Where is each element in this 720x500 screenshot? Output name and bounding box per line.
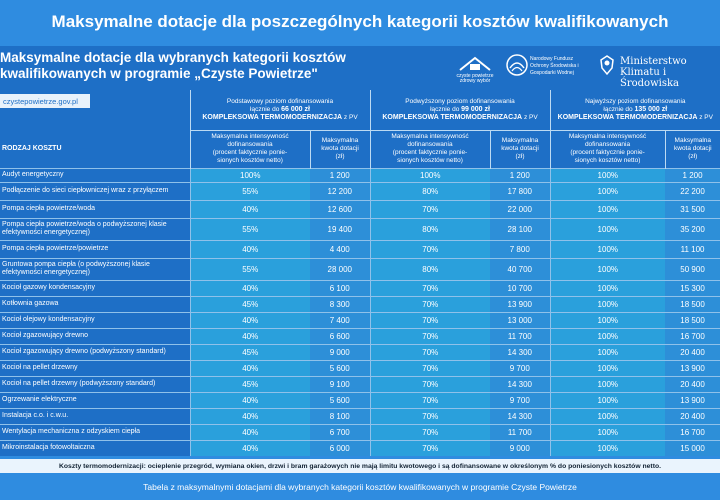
tier-highest-kompleksowa: KOMPLEKSOWA TERMOMODERNIZACJA [557, 113, 698, 121]
nfosigw-logo [506, 54, 592, 84]
intensity-cell: 70% [370, 296, 490, 312]
amount-cell: 6 100 [310, 280, 370, 296]
amount-cell: 14 300 [490, 344, 550, 360]
tier-basic-kompleksowa: KOMPLEKSOWA TERMOMODERNIZACJA [202, 113, 343, 121]
amount-cell: 16 700 [665, 424, 720, 440]
amount-cell: 12 200 [310, 182, 370, 200]
col-kwota-l3: (zł) [515, 153, 525, 160]
amount-cell: 9 000 [490, 440, 550, 456]
website-link[interactable]: czystepowietrze.gov.pl [0, 94, 90, 108]
amount-cell: 12 600 [310, 200, 370, 218]
intensity-cell: 40% [190, 328, 310, 344]
intensity-cell: 100% [550, 182, 665, 200]
table-row [0, 240, 720, 258]
tier-basic-amount: 66 000 zł [281, 105, 310, 113]
intensity-cell: 100% [550, 392, 665, 408]
tier-increased-prefix: łącznie do [430, 105, 460, 113]
cost-type-name: Kocioł gazowy kondensacyjny [0, 280, 190, 296]
intensity-cell: 40% [190, 240, 310, 258]
amount-cell: 7 800 [490, 240, 550, 258]
amount-cell: 19 400 [310, 218, 370, 240]
cost-type-name: Kocioł zgazowujący drewno [0, 328, 190, 344]
intensity-cell: 100% [550, 296, 665, 312]
col-intens-l1: Maksymalna intensywność [211, 133, 289, 140]
table-row [0, 258, 720, 280]
cost-type-name: Kocioł olejowy kondensacyjny [0, 312, 190, 328]
cost-type-name: Ogrzewanie elektryczne [0, 392, 190, 408]
column-header-rodzaj: RODZAJ KOSZTU [2, 145, 62, 153]
intensity-cell: 70% [370, 240, 490, 258]
amount-cell: 6 000 [310, 440, 370, 456]
amount-cell: 1 200 [665, 168, 720, 182]
tier-highest-label: Najwyższy poziom dofinansowania [585, 97, 686, 105]
col-intens-l4: sionych kosztów netto) [397, 157, 463, 164]
header-empty-cell [0, 90, 190, 130]
intensity-cell: 70% [370, 424, 490, 440]
intensity-cell: 55% [190, 218, 310, 240]
amount-cell: 28 000 [310, 258, 370, 280]
page-title: Maksymalne dotacje dla poszczególnych kategorii kosztów kwalifikowanych [51, 12, 669, 31]
logo3-line2: Klimatu i Środowiska [620, 67, 679, 89]
intensity-cell: 40% [190, 360, 310, 376]
col-intens-l3: (procent faktycznie ponie- [570, 149, 645, 156]
col-intens-l2: dofinansowania [584, 141, 631, 148]
cost-type-name: Kocioł na pellet drzewny (podwyższony standard) [0, 376, 190, 392]
amount-cell: 20 400 [665, 408, 720, 424]
column-header-amount [490, 130, 550, 168]
amount-cell: 13 900 [490, 296, 550, 312]
intensity-cell: 40% [190, 312, 310, 328]
cost-type-name: Kocioł zgazowujący drewno (podwyższony standard) [0, 344, 190, 360]
tier-basic [190, 90, 370, 130]
amount-cell: 35 200 [665, 218, 720, 240]
col-intens-l2: dofinansowania [407, 141, 453, 148]
amount-cell: 8 300 [310, 296, 370, 312]
amount-cell: 11 700 [490, 328, 550, 344]
amount-cell: 5 600 [310, 360, 370, 376]
nfosigw-emblem-icon [506, 54, 528, 76]
cost-type-name: Wentylacja mechaniczna z odzyskiem ciepła [0, 424, 190, 440]
amount-cell: 6 700 [310, 424, 370, 440]
col-intens-l1: Maksymalna intensywność [391, 133, 469, 140]
amount-cell: 11 100 [665, 240, 720, 258]
amount-cell: 15 300 [665, 280, 720, 296]
cost-type-name: Podłączenie do sieci ciepłowniczej wraz z przyłączem [0, 182, 190, 200]
column-header-intensity [370, 130, 490, 168]
intensity-cell: 100% [550, 168, 665, 182]
logo2-text: Narodowy Fundusz Ochrony Środowiska i Gospodarki Wodnej [530, 56, 579, 76]
amount-cell: 31 500 [665, 200, 720, 218]
tier-increased-amount-line [371, 106, 550, 114]
amount-cell: 20 400 [665, 344, 720, 360]
table-row [0, 328, 720, 344]
cost-type-name: Audyt energetyczny [0, 168, 190, 182]
tier-basic-kompleksowa-line [191, 114, 370, 122]
amount-cell: 13 900 [665, 360, 720, 376]
table-body [0, 168, 720, 456]
col-kwota-l3: (zł) [688, 153, 698, 160]
amount-cell: 9 700 [490, 360, 550, 376]
table-row [0, 182, 720, 200]
intensity-cell: 55% [190, 258, 310, 280]
intensity-cell: 40% [190, 200, 310, 218]
card-title [0, 50, 420, 82]
tier-basic-prefix: łącznie do [250, 105, 280, 113]
intensity-cell: 40% [190, 408, 310, 424]
house-icon [450, 54, 500, 72]
tier-increased-pv: z PV [523, 113, 538, 121]
amount-cell: 14 300 [490, 408, 550, 424]
amount-cell: 20 400 [665, 376, 720, 392]
amount-cell: 5 600 [310, 392, 370, 408]
cost-type-name: Pompa ciepła powietrze/woda o podwyższonej klasie efektywności energetycznej) [0, 218, 190, 240]
intensity-cell: 45% [190, 344, 310, 360]
tier-increased-amount: 99 000 zł [461, 105, 490, 113]
table-row [0, 168, 720, 182]
amount-cell: 13 000 [490, 312, 550, 328]
dotation-card [0, 46, 720, 456]
table-row [0, 392, 720, 408]
intensity-cell: 100% [550, 424, 665, 440]
intensity-cell: 40% [190, 280, 310, 296]
tier-increased-kompleksowa-line [371, 114, 550, 122]
tier-highest-pv: z PV [699, 113, 713, 121]
amount-cell: 11 700 [490, 424, 550, 440]
amount-cell: 17 800 [490, 182, 550, 200]
intensity-cell: 45% [190, 296, 310, 312]
logo3-line1: Ministerstwo [620, 56, 687, 67]
table-row [0, 344, 720, 360]
caption: Tabela z maksymalnymi dotacjami dla wybranych kategorii kosztów kwalifikowanych w programie Czyste Powietrze [143, 482, 577, 492]
intensity-cell: 55% [190, 182, 310, 200]
intensity-cell: 100% [550, 360, 665, 376]
cost-type-name: Gruntowa pompa ciepła (o podwyższonej klasie efektywności energetycznej) [0, 258, 190, 280]
amount-cell: 22 200 [665, 182, 720, 200]
tier-highest-amount-line [551, 106, 720, 114]
card-title-line1: Maksymalne dotacje dla wybranych kategorii kosztów [0, 50, 346, 65]
col-kwota-l1: Maksymalna [321, 137, 359, 144]
amount-cell: 18 500 [665, 296, 720, 312]
intensity-cell: 100% [190, 168, 310, 182]
logo1-text: czyste powietrze zdrowy wybór [456, 73, 494, 84]
intensity-cell: 80% [370, 258, 490, 280]
amount-cell: 10 700 [490, 280, 550, 296]
amount-cell: 9 100 [310, 376, 370, 392]
col-kwota-l1: Maksymalna [501, 137, 539, 144]
logo3-text [620, 56, 720, 89]
tier-basic-label: Podstawowy poziom dofinansowania [226, 97, 334, 105]
amount-cell: 15 000 [665, 440, 720, 456]
col-intens-l2: dofinansowania [227, 141, 273, 148]
tier-increased-kompleksowa: KOMPLEKSOWA TERMOMODERNIZACJA [382, 113, 523, 121]
czyste-powietrze-logo [450, 54, 500, 84]
amount-cell: 9 700 [490, 392, 550, 408]
intensity-cell: 70% [370, 200, 490, 218]
cost-type-name: Instalacja c.o. i c.w.u. [0, 408, 190, 424]
cost-type-name: Pompa ciepła powietrze/powietrze [0, 240, 190, 258]
tier-increased-label: Podwyższony poziom dofinansowania [405, 97, 515, 105]
intensity-cell: 70% [370, 440, 490, 456]
table-row [0, 424, 720, 440]
amount-cell: 18 500 [665, 312, 720, 328]
table-row [0, 200, 720, 218]
col-intens-l4: sionych kosztów netto) [217, 157, 283, 164]
table-row [0, 218, 720, 240]
intensity-cell: 100% [550, 408, 665, 424]
column-header-intensity [550, 130, 665, 168]
intensity-cell: 70% [370, 280, 490, 296]
col-kwota-l1: Maksymalna [674, 137, 712, 144]
intensity-cell: 45% [190, 376, 310, 392]
amount-cell: 13 900 [665, 392, 720, 408]
tier-highest-prefix: łącznie do [603, 105, 633, 113]
col-intens-l1: Maksymalna intensywność [568, 133, 647, 140]
logos [420, 54, 720, 90]
amount-cell: 28 100 [490, 218, 550, 240]
amount-cell: 4 400 [310, 240, 370, 258]
tier-basic-pv: z PV [343, 113, 358, 121]
card-header [0, 46, 720, 90]
intensity-cell: 100% [550, 258, 665, 280]
intensity-cell: 100% [550, 328, 665, 344]
intensity-cell: 70% [370, 392, 490, 408]
intensity-cell: 100% [550, 218, 665, 240]
amount-cell: 1 200 [310, 168, 370, 182]
footnote: Koszty termomodernizacji: ocieplenie przegród, wymiana okien, drzwi i bram garażowych nie mają limitu kwotowego i są dofinansowane w określonym % do poniesionych kosztów netto. [0, 459, 720, 473]
amount-cell: 1 200 [490, 168, 550, 182]
col-kwota-l2: kwota dotacji [321, 145, 359, 152]
intensity-cell: 100% [550, 240, 665, 258]
intensity-cell: 100% [550, 200, 665, 218]
intensity-cell: 100% [550, 376, 665, 392]
amount-cell: 22 000 [490, 200, 550, 218]
intensity-cell: 40% [190, 440, 310, 456]
ministerstwo-logo [598, 54, 720, 89]
intensity-cell: 70% [370, 328, 490, 344]
intensity-cell: 70% [370, 408, 490, 424]
tier-highest-kompleksowa-line [551, 114, 720, 122]
table-row [0, 440, 720, 456]
intensity-cell: 70% [370, 376, 490, 392]
intensity-cell: 70% [370, 344, 490, 360]
col-kwota-l2: kwota dotacji [501, 145, 539, 152]
amount-cell: 16 700 [665, 328, 720, 344]
cost-type-name: Mikroinstalacja fotowoltaiczna [0, 440, 190, 456]
cost-type-name: Pompa ciepła powietrze/woda [0, 200, 190, 218]
amount-cell: 14 300 [490, 376, 550, 392]
column-header-amount [310, 130, 370, 168]
intensity-cell: 70% [370, 312, 490, 328]
intensity-cell: 80% [370, 182, 490, 200]
intensity-cell: 70% [370, 360, 490, 376]
amount-cell: 50 900 [665, 258, 720, 280]
table-row [0, 360, 720, 376]
amount-cell: 6 600 [310, 328, 370, 344]
table-row [0, 280, 720, 296]
intensity-cell: 40% [190, 424, 310, 440]
col-intens-l4: sionych kosztów netto) [574, 157, 641, 164]
intensity-cell: 100% [550, 280, 665, 296]
col-kwota-l2: kwota dotacji [674, 145, 712, 152]
tier-increased [370, 90, 550, 130]
column-header-amount [665, 130, 720, 168]
col-intens-l3: (procent faktycznie ponie- [212, 149, 288, 156]
table-row [0, 376, 720, 392]
cost-type-name: Kotłownia gazowa [0, 296, 190, 312]
intensity-cell: 100% [550, 312, 665, 328]
column-header-intensity [190, 130, 310, 168]
amount-cell: 8 100 [310, 408, 370, 424]
tier-highest-amount: 135 000 zł [634, 105, 668, 113]
intensity-cell: 100% [550, 440, 665, 456]
amount-cell: 7 400 [310, 312, 370, 328]
intensity-cell: 100% [550, 344, 665, 360]
card-title-line2: kwalifikowanych w programie „Czyste Powietrze" [0, 66, 318, 81]
intensity-cell: 80% [370, 218, 490, 240]
amount-cell: 40 700 [490, 258, 550, 280]
dotation-table [0, 90, 720, 456]
table-row [0, 296, 720, 312]
eagle-emblem-icon [598, 54, 616, 76]
table-row [0, 312, 720, 328]
intensity-cell: 100% [370, 168, 490, 182]
col-intens-l3: (procent faktycznie ponie- [392, 149, 468, 156]
table-row [0, 408, 720, 424]
tier-highest [550, 90, 720, 130]
tier-basic-amount-line [191, 106, 370, 114]
intensity-cell: 40% [190, 392, 310, 408]
cost-type-name: Kocioł na pellet drzewny [0, 360, 190, 376]
col-kwota-l3: (zł) [335, 153, 345, 160]
amount-cell: 9 000 [310, 344, 370, 360]
